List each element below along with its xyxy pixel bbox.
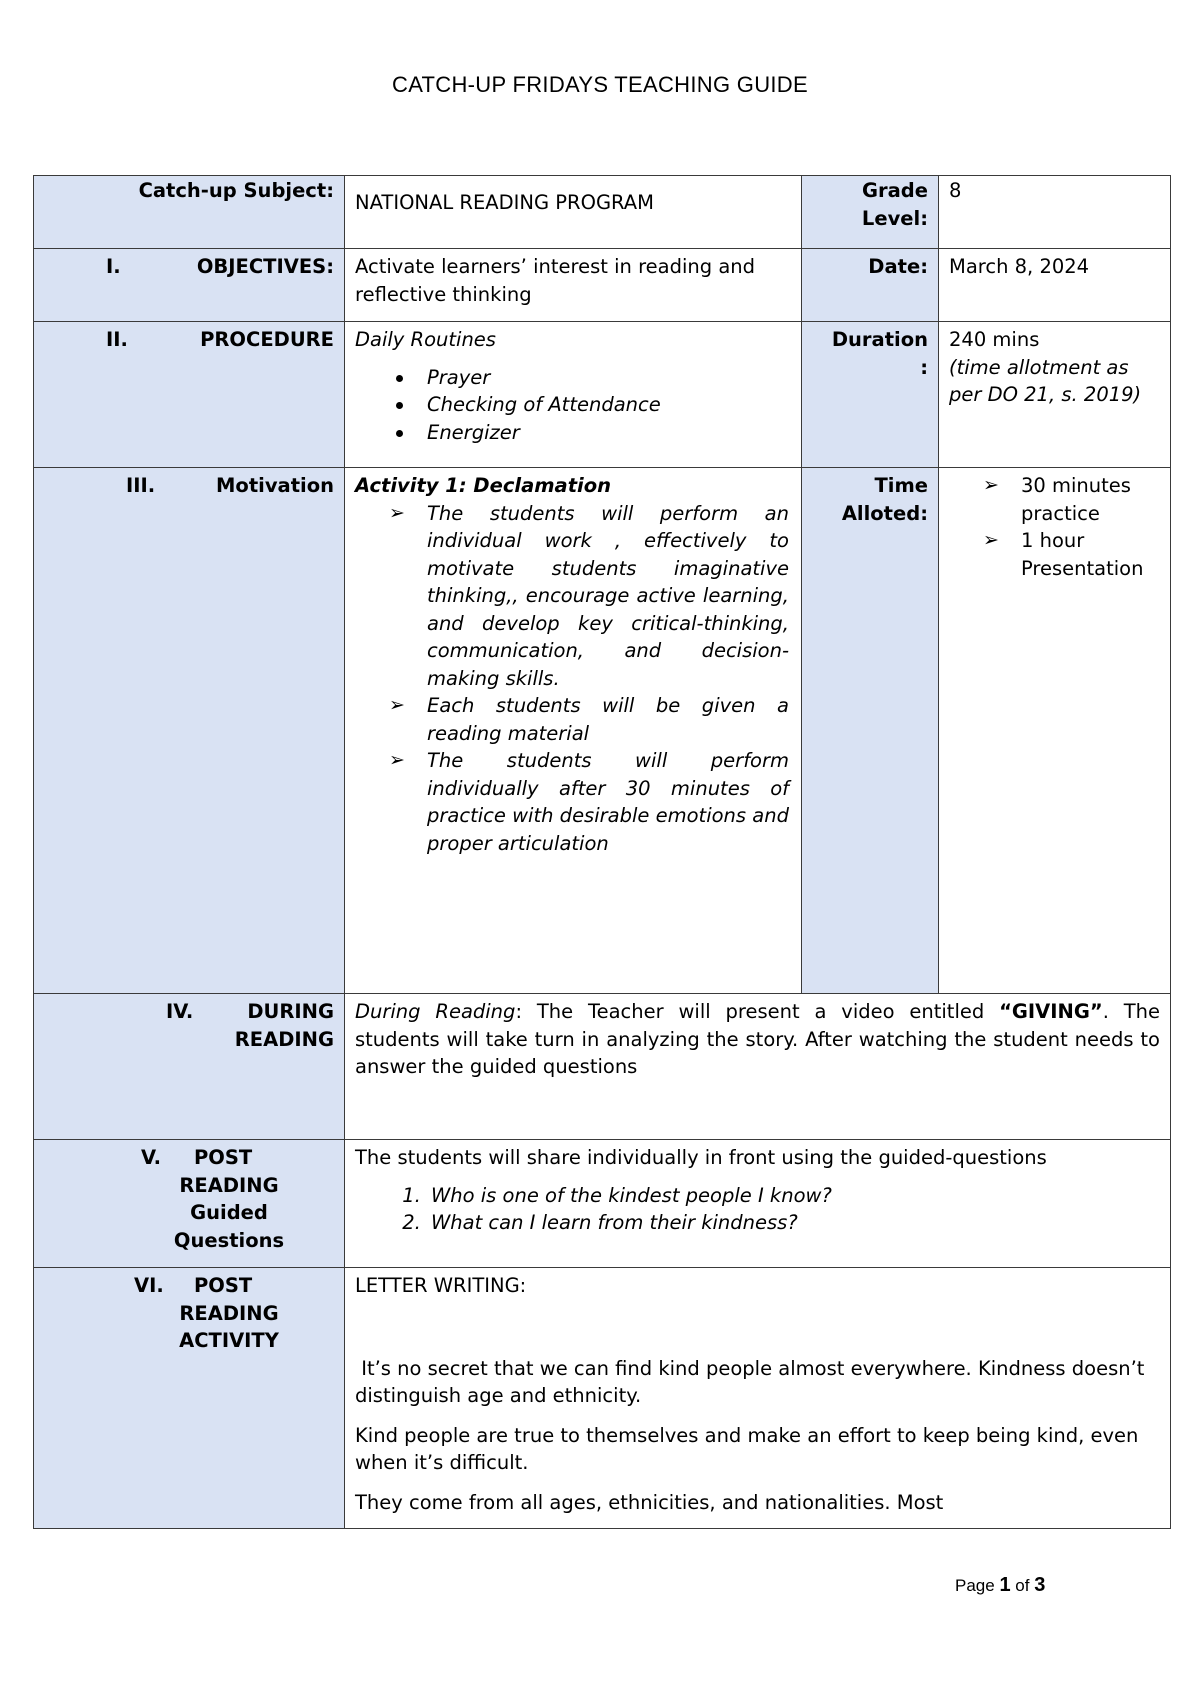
guided-label: Guided bbox=[190, 1201, 268, 1224]
post-questions-number: V. bbox=[141, 1146, 161, 1169]
date-label-cell bbox=[802, 249, 939, 322]
letter-paragraph-1: It’s no secret that we can find kind people almost everywhere. Kindness doesn’t distinguish age and ethnicity. bbox=[355, 1356, 1151, 1407]
time-item-text: 30 minutes practice bbox=[1021, 474, 1131, 525]
post-activity-number: VI. bbox=[134, 1274, 164, 1297]
routine-attendance: Checking of Attendance bbox=[427, 393, 661, 416]
list-item bbox=[427, 1182, 1160, 1210]
page-title: CATCH-UP FRIDAYS TEACHING GUIDE bbox=[392, 72, 808, 97]
list-item bbox=[427, 364, 791, 392]
total-pages: 3 bbox=[1034, 1574, 1046, 1596]
post-questions-content-cell bbox=[345, 1140, 1171, 1268]
during-number: IV. bbox=[166, 1000, 194, 1023]
subject-value-cell bbox=[345, 176, 802, 249]
arrow-bullet-icon: ➢ bbox=[983, 529, 999, 551]
during-label: DURING bbox=[247, 1000, 334, 1023]
activity-item-text: The students will perform an individual work , effectively to motivate students imaginative thinking,, encourage active learning, and develop key critical-thinking, communication, and decision-making skills. bbox=[427, 501, 789, 690]
procedure-content-cell bbox=[345, 322, 802, 468]
level-label: Level: bbox=[861, 206, 928, 230]
row-post-reading-activity bbox=[34, 1268, 1171, 1529]
date-value-cell bbox=[939, 249, 1171, 322]
questions-label: Questions bbox=[173, 1228, 285, 1252]
post-questions-label-cell bbox=[34, 1140, 345, 1268]
duration-label: Duration bbox=[831, 328, 928, 351]
video-title: “GIVING” bbox=[999, 1000, 1103, 1023]
grade-level-value-cell bbox=[939, 176, 1171, 249]
objectives-value-cell bbox=[345, 249, 802, 322]
activity-heading: Activity 1: Declamation bbox=[355, 474, 612, 497]
of-word: of bbox=[1015, 1576, 1030, 1595]
date-value: March 8, 2024 bbox=[949, 255, 1090, 278]
teaching-guide-table bbox=[33, 175, 1171, 1529]
time-item-text: 1 hour Presentation bbox=[1021, 529, 1144, 580]
activity-item-text: Each students will be given a reading material bbox=[427, 694, 789, 745]
routine-prayer: Prayer bbox=[427, 365, 491, 389]
letter-paragraph-2: Kind people are true to themselves and make an effort to keep being kind, even when it’s difficult. bbox=[355, 1423, 1139, 1474]
procedure-number: II. bbox=[106, 328, 128, 351]
row-subject bbox=[34, 176, 1171, 249]
arrow-bullet-icon: ➢ bbox=[389, 749, 405, 771]
post-activity-label-cell bbox=[34, 1268, 345, 1529]
time-alloted-label-cell bbox=[802, 468, 939, 994]
daily-routines-heading: Daily Routines bbox=[355, 328, 496, 351]
objectives-value: Activate learners’ interest in reading and reflective thinking bbox=[355, 255, 756, 306]
motivation-label-cell bbox=[34, 468, 345, 994]
objectives-label-cell bbox=[34, 249, 345, 322]
grade-level-value: 8 bbox=[949, 179, 962, 202]
routine-energizer: Energizer bbox=[427, 420, 520, 444]
arrow-bullet-icon: ➢ bbox=[983, 474, 999, 496]
duration-colon: : bbox=[920, 355, 928, 379]
objectives-number: I. bbox=[106, 255, 121, 278]
time-alloted-value-cell bbox=[939, 468, 1171, 994]
procedure-label-cell bbox=[34, 322, 345, 468]
spacer bbox=[355, 1300, 1160, 1355]
row-objectives bbox=[34, 249, 1171, 322]
arrow-bullet-icon: ➢ bbox=[389, 694, 405, 716]
post-questions-intro: The students will share individually in front using the guided-questions bbox=[355, 1146, 1047, 1169]
reading-label: READING bbox=[179, 1173, 279, 1197]
motivation-content-cell bbox=[345, 468, 802, 994]
list-item bbox=[427, 1209, 1160, 1237]
subject-label: Catch-up Subject: bbox=[138, 179, 334, 202]
list-item bbox=[389, 500, 791, 693]
time-alloted-list bbox=[949, 472, 1160, 582]
activity-label: ACTIVITY bbox=[179, 1329, 279, 1352]
row-motivation bbox=[34, 468, 1171, 994]
duration-value: 240 mins bbox=[949, 328, 1040, 351]
page-number bbox=[955, 1574, 1045, 1597]
objectives-label: OBJECTIVES: bbox=[196, 255, 334, 278]
letter-paragraph-3: They come from all ages, ethnicities, and nationalities. Most bbox=[355, 1490, 944, 1514]
time-label: Time bbox=[874, 474, 928, 497]
question-text: What can I learn from their kindness? bbox=[431, 1211, 798, 1234]
guided-questions-list bbox=[355, 1182, 1160, 1237]
list-item bbox=[983, 527, 1160, 582]
during-reading-text-1: : The Teacher will present a video entitled bbox=[515, 1000, 1000, 1023]
duration-note: (time allotment as per DO 21, s. 2019) bbox=[949, 355, 1142, 406]
during-reading-text-2: . The students will take turn in analyzing the story. After watching the student needs to answer the guided questions bbox=[355, 1000, 1161, 1078]
question-text: Who is one of the kindest people I know? bbox=[431, 1183, 832, 1207]
activity-list bbox=[355, 500, 791, 858]
during-reading-lead: During Reading bbox=[355, 1000, 516, 1023]
grade-level-label-cell bbox=[802, 176, 939, 249]
reading-label: READING bbox=[179, 1301, 279, 1325]
date-label: Date: bbox=[868, 255, 928, 278]
duration-label-cell bbox=[802, 322, 939, 468]
row-during-reading bbox=[34, 994, 1171, 1140]
row-procedure bbox=[34, 322, 1171, 468]
list-item bbox=[389, 747, 791, 857]
letter-writing-heading: LETTER WRITING: bbox=[355, 1274, 527, 1297]
motivation-number: III. bbox=[126, 474, 156, 497]
daily-routines-list bbox=[355, 364, 791, 447]
post-activity-content-cell bbox=[345, 1268, 1171, 1529]
list-item bbox=[427, 419, 791, 447]
activity-item-text: The students will perform individually after 30 minutes of practice with desirable emotions and proper articulation bbox=[427, 749, 789, 855]
current-page: 1 bbox=[999, 1574, 1011, 1596]
subject-label-cell bbox=[34, 176, 345, 249]
row-post-reading-questions bbox=[34, 1140, 1171, 1268]
arrow-bullet-icon: ➢ bbox=[389, 501, 405, 524]
motivation-label: Motivation bbox=[216, 474, 334, 497]
procedure-label: PROCEDURE bbox=[200, 328, 334, 351]
reading-label: READING bbox=[234, 1027, 334, 1051]
post-label: POST bbox=[194, 1146, 253, 1169]
grade-label: Grade bbox=[862, 179, 928, 202]
during-reading-label-cell bbox=[34, 994, 345, 1140]
list-item bbox=[427, 391, 791, 419]
list-item bbox=[983, 472, 1160, 527]
duration-value-cell bbox=[939, 322, 1171, 468]
list-item bbox=[389, 692, 791, 747]
subject-value: NATIONAL READING PROGRAM bbox=[355, 191, 654, 214]
alloted-label: Alloted: bbox=[841, 501, 928, 525]
during-reading-content-cell bbox=[345, 994, 1171, 1140]
post-label: POST bbox=[194, 1274, 253, 1297]
page-word: Page bbox=[955, 1576, 995, 1595]
